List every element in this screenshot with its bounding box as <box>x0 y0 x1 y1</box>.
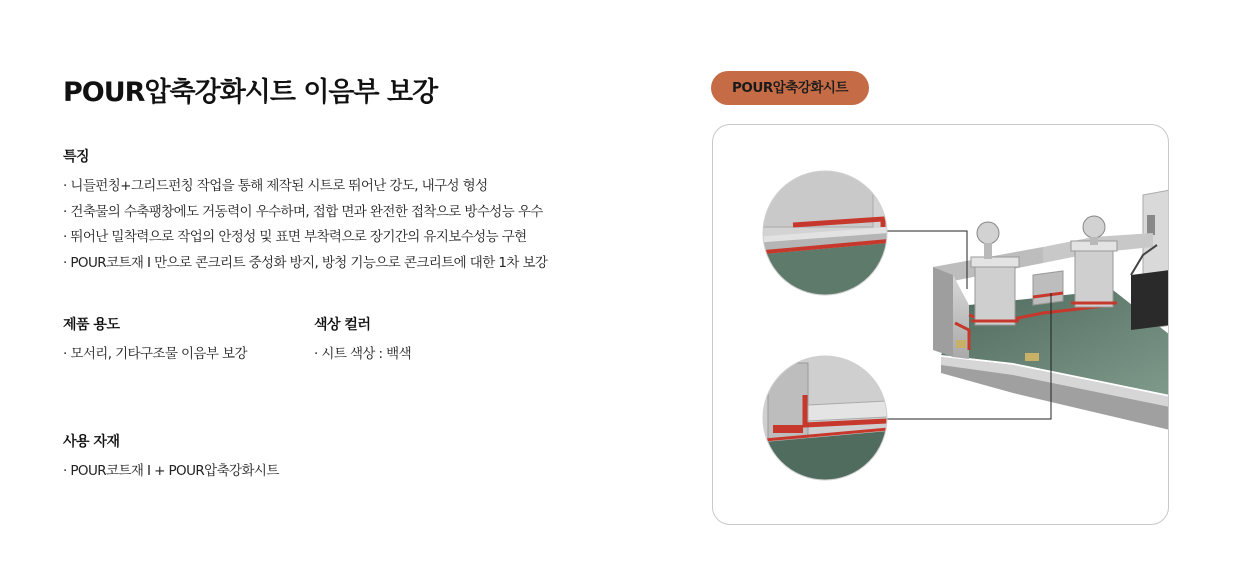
page-title: POUR압축강화시트 이음부 보강 <box>63 77 438 108</box>
features-heading: 특징 <box>63 149 90 165</box>
list-item: · 뛰어난 밀착력으로 작업의 안정성 및 표면 부착력으로 장기간의 유지보수성능 구현 <box>63 225 547 251</box>
product-illustration <box>712 124 1169 525</box>
list-item: · POUR코트재 I + POUR압축강화시트 <box>63 459 279 485</box>
usage-heading: 제품 용도 <box>63 317 120 333</box>
detail-circle-bottom <box>753 350 903 490</box>
vent-pillar <box>971 222 1019 325</box>
material-list <box>63 459 279 485</box>
list-item: · 건축물의 수축팽창에도 거동력이 우수하며, 접합 면과 완전한 접착으로 방수성능 우수 <box>63 200 547 226</box>
features-list <box>63 174 547 276</box>
product-badge: POUR압축강화시트 <box>711 71 869 105</box>
list-item: · POUR코트재 I 만으로 콘크리트 중성화 방지, 방청 기능으로 콘크리트에 대한 1차 보강 <box>63 251 547 277</box>
color-list <box>314 342 411 368</box>
list-item: · 니들펀칭+그리드펀칭 작업을 통해 제작된 시트로 뛰어난 강도, 내구성 형성 <box>63 174 547 200</box>
rooftop-diagram <box>713 125 1169 525</box>
material-heading: 사용 자재 <box>63 434 120 450</box>
color-heading: 색상 컬러 <box>314 317 371 333</box>
vent-pillar <box>1071 216 1117 307</box>
list-item: · 모서리, 기타구조물 이음부 보강 <box>63 342 247 368</box>
detail-circle-top <box>753 165 903 305</box>
usage-list <box>63 342 247 368</box>
list-item: · 시트 색상 : 백색 <box>314 342 411 368</box>
